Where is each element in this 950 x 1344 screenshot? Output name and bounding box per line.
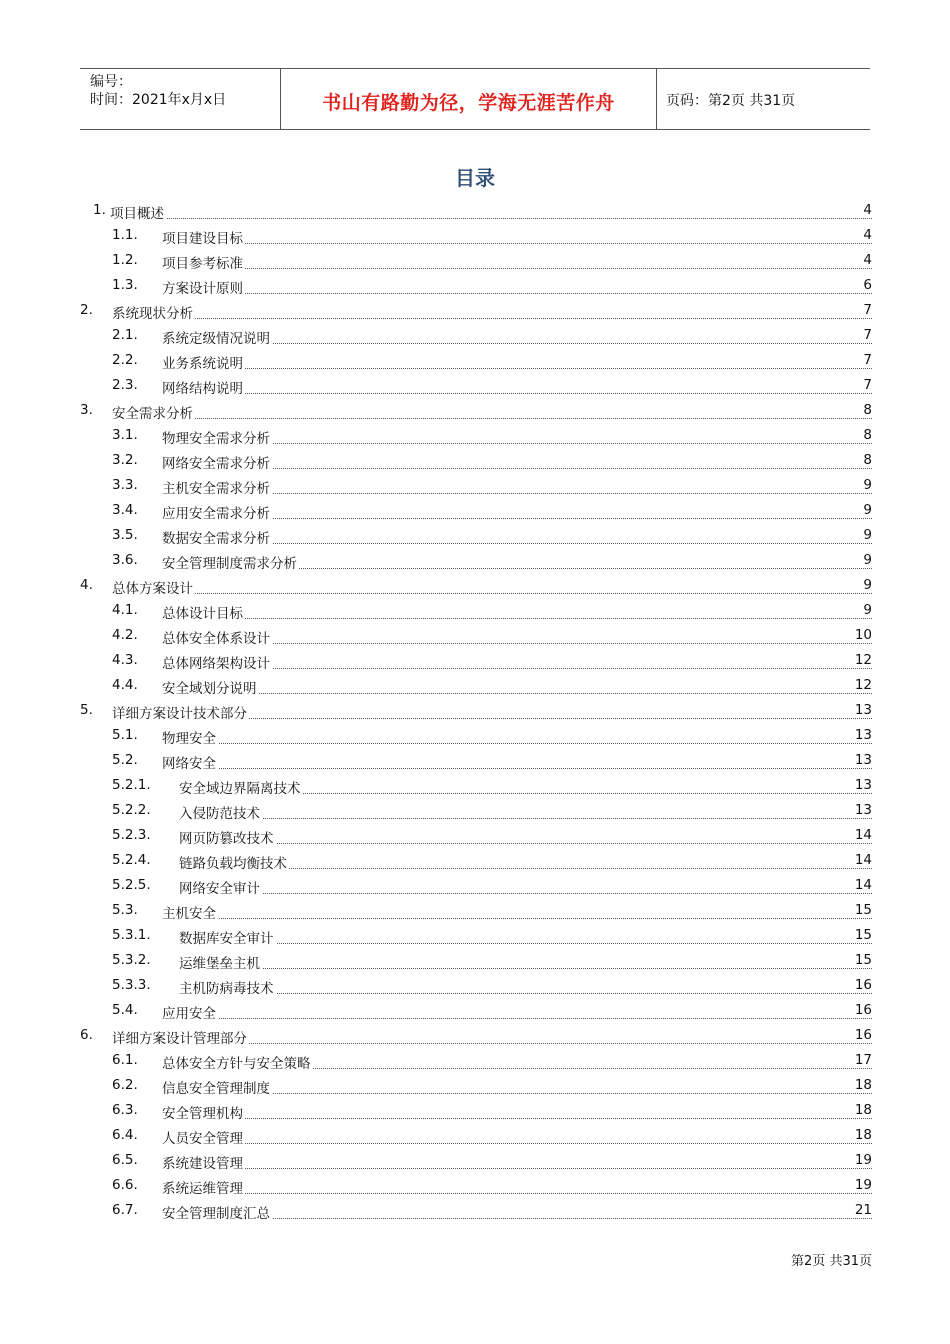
toc-entry[interactable] (0, 474, 950, 499)
toc-entry-page: 21 (854, 1202, 872, 1218)
toc-entry[interactable] (0, 1199, 950, 1224)
header-meta-cell (80, 69, 280, 129)
toc-entry-page: 9 (863, 527, 872, 543)
toc-entry-number: 1.1. (112, 227, 138, 243)
toc-entry-number: 3.4. (112, 502, 138, 518)
toc-leader-dots (112, 202, 872, 219)
toc-entry-page: 18 (854, 1077, 872, 1093)
header-motto: 书山有路勤为径，学海无涯苦作舟 (322, 92, 615, 114)
toc-entry-title: 网络安全审计 (179, 877, 262, 897)
toc-entry-title: 总体安全方针与安全策略 (162, 1052, 313, 1072)
page-title: 目录 (455, 166, 495, 190)
toc-entry[interactable] (0, 699, 950, 724)
toc-entry-page: 14 (854, 852, 872, 868)
toc-entry-title: 应用安全需求分析 (162, 502, 272, 522)
toc-entry-number: 6.2. (112, 1077, 138, 1093)
toc-entry-page: 9 (863, 477, 872, 493)
toc-entry-page: 15 (854, 902, 872, 918)
toc-entry-number: 5.2. (112, 752, 138, 768)
toc-entry[interactable] (0, 499, 950, 524)
toc-entry-page: 7 (863, 327, 872, 343)
toc-entry[interactable] (0, 299, 950, 324)
toc-leader-dots (162, 377, 872, 394)
toc-leader-dots (162, 1152, 872, 1169)
toc-entry-number: 6.1. (112, 1052, 138, 1068)
toc-entry[interactable] (0, 649, 950, 674)
toc-entry[interactable] (0, 999, 950, 1024)
toc-entry-number: 1.3. (112, 277, 138, 293)
toc-entry[interactable] (0, 524, 950, 549)
toc-entry-number: 5.4. (112, 1002, 138, 1018)
toc-entry-title: 物理安全需求分析 (162, 427, 272, 447)
toc-entry-page: 16 (854, 1002, 872, 1018)
toc-entry-page: 14 (854, 827, 872, 843)
toc-entry-title: 安全域划分说明 (162, 677, 259, 697)
toc-entry[interactable] (0, 574, 950, 599)
toc-entry-title: 系统定级情况说明 (162, 327, 272, 347)
header-page-cell (656, 69, 870, 129)
toc-entry-number: 3.5. (112, 527, 138, 543)
toc-entry-number: 3. (80, 402, 93, 418)
toc-entry-page: 19 (854, 1177, 872, 1193)
toc-leader-dots (162, 902, 872, 919)
toc-entry-title: 主机防病毒技术 (179, 977, 276, 997)
toc-entry-title: 安全管理制度汇总 (162, 1202, 272, 1222)
toc-entry-title: 系统运维管理 (162, 1177, 245, 1197)
toc-entry-title: 网络安全需求分析 (162, 452, 272, 472)
toc-leader-dots (112, 402, 872, 419)
toc-entry-page: 7 (863, 377, 872, 393)
toc-entry-page: 14 (854, 877, 872, 893)
toc-entry-number: 4.4. (112, 677, 138, 693)
toc-entry[interactable] (0, 874, 950, 899)
toc-entry-page: 13 (854, 777, 872, 793)
toc-entry-page: 13 (854, 702, 872, 718)
toc-entry-number: 6.3. (112, 1102, 138, 1118)
toc-entry[interactable] (0, 924, 950, 949)
toc-entry-title: 项目参考标准 (162, 252, 245, 272)
toc-entry[interactable] (0, 1149, 950, 1174)
toc-entry-number: 5.3.2. (112, 952, 151, 968)
toc-entry-number: 5.2.4. (112, 852, 151, 868)
toc-entry-title: 安全需求分析 (112, 402, 195, 422)
toc-entry[interactable] (0, 274, 950, 299)
toc-entry-title: 系统现状分析 (112, 302, 195, 322)
toc-entry-page: 15 (854, 927, 872, 943)
toc-entry-title: 人员安全管理 (162, 1127, 245, 1147)
toc-entry-title: 总体安全体系设计 (162, 627, 272, 647)
toc-entry-page: 9 (863, 502, 872, 518)
toc-entry-number: 2.3. (112, 377, 138, 393)
toc-entry-page: 16 (854, 977, 872, 993)
toc-entry[interactable] (0, 249, 950, 274)
header-page-label: 页码：第2页 共31页 (666, 93, 796, 109)
toc-entry-number: 5.3.3. (112, 977, 151, 993)
toc-entry[interactable] (0, 1049, 950, 1074)
toc-entry-title: 网页防篡改技术 (179, 827, 276, 847)
toc-entry-page: 18 (854, 1127, 872, 1143)
toc-leader-dots (179, 927, 872, 944)
toc-entry-number: 4.3. (112, 652, 138, 668)
toc-entry[interactable] (0, 549, 950, 574)
toc-entry-title: 详细方案设计技术部分 (112, 702, 249, 722)
toc-entry-title: 安全管理制度需求分析 (162, 552, 299, 572)
toc-entry[interactable] (0, 949, 950, 974)
toc-entry[interactable] (0, 1074, 950, 1099)
toc-entry-number: 5.2.3. (112, 827, 151, 843)
toc-entry-page: 15 (854, 952, 872, 968)
toc-entry-title: 网络结构说明 (162, 377, 245, 397)
toc-entry-title: 系统建设管理 (162, 1152, 245, 1172)
toc-entry-page: 16 (854, 1027, 872, 1043)
doc-number-label: 编号： (90, 74, 132, 90)
toc-entry[interactable] (0, 799, 950, 824)
toc-leader-dots (162, 677, 872, 694)
toc-entry-number: 4.2. (112, 627, 138, 643)
toc-entry-title: 总体网络架构设计 (162, 652, 272, 672)
toc-entry-page: 13 (854, 802, 872, 818)
toc-entry-title: 安全域边界隔离技术 (179, 777, 303, 797)
toc-leader-dots (162, 252, 872, 269)
toc-leader-dots (162, 727, 872, 744)
toc-entry-page: 12 (854, 677, 872, 693)
toc-entry-title: 数据安全需求分析 (162, 527, 272, 547)
toc-entry-page: 6 (863, 277, 872, 293)
toc-entry-number: 3.6. (112, 552, 138, 568)
toc-leader-dots (179, 977, 872, 994)
toc-entry-number: 3.1. (112, 427, 138, 443)
toc-entry-number: 6.4. (112, 1127, 138, 1143)
toc-entry[interactable] (0, 449, 950, 474)
toc-entry[interactable] (0, 324, 950, 349)
toc-entry-number: 6.6. (112, 1177, 138, 1193)
toc-entry-number: 6.5. (112, 1152, 138, 1168)
toc-entry-title: 物理安全 (162, 727, 218, 747)
toc-entry-title: 网络安全 (162, 752, 218, 772)
page-footer: 第2页 共31页 (791, 1254, 872, 1269)
toc-entry-page: 4 (863, 252, 872, 268)
toc-leader-dots (162, 752, 872, 769)
toc-entry-number: 1. (93, 202, 106, 218)
toc-entry-page: 9 (863, 577, 872, 593)
toc-entry-title: 信息安全管理制度 (162, 1077, 272, 1097)
toc-entry-number: 1.2. (112, 252, 138, 268)
toc-entry[interactable] (0, 424, 950, 449)
toc-leader-dots (162, 352, 872, 369)
toc-entry-page: 19 (854, 1152, 872, 1168)
toc-entry-number: 3.3. (112, 477, 138, 493)
toc-leader-dots (112, 577, 872, 594)
toc-entry[interactable] (0, 224, 950, 249)
toc-entry-title: 业务系统说明 (162, 352, 245, 372)
toc-leader-dots (112, 302, 872, 319)
toc-leader-dots (162, 1002, 872, 1019)
toc-leader-dots (179, 877, 872, 894)
toc-entry-page: 7 (863, 352, 872, 368)
toc-entry-number: 5.1. (112, 727, 138, 743)
toc-entry-page: 8 (863, 452, 872, 468)
toc-entry-number: 4.1. (112, 602, 138, 618)
toc-entry[interactable] (0, 1174, 950, 1199)
toc-entry-number: 5.2.5. (112, 877, 151, 893)
toc-entry-title: 总体方案设计 (112, 577, 195, 597)
toc-entry[interactable] (0, 374, 950, 399)
toc-entry-page: 4 (863, 227, 872, 243)
toc-entry[interactable] (0, 674, 950, 699)
toc-entry[interactable] (0, 749, 950, 774)
doc-time-label: 时间：2021年x月x日 (90, 92, 227, 108)
toc-entry-title: 应用安全 (162, 1002, 218, 1022)
toc-entry-page: 4 (863, 202, 872, 218)
toc-entry-title: 项目概述 (110, 202, 166, 222)
toc-entry[interactable] (0, 774, 950, 799)
toc-leader-dots (179, 952, 872, 969)
toc-entry-title: 链路负载均衡技术 (179, 852, 289, 872)
toc-entry[interactable] (0, 399, 950, 424)
toc-entry[interactable] (0, 349, 950, 374)
toc-entry-page: 13 (854, 752, 872, 768)
toc-leader-dots (179, 827, 872, 844)
toc-entry[interactable] (0, 1124, 950, 1149)
toc-entry-page: 9 (863, 602, 872, 618)
toc-entry-page: 8 (863, 402, 872, 418)
toc-entry-number: 6. (80, 1027, 93, 1043)
toc-entry-number: 5. (80, 702, 93, 718)
toc-leader-dots (162, 277, 872, 294)
toc-entry-number: 5.3.1. (112, 927, 151, 943)
toc-entry[interactable] (0, 1099, 950, 1124)
toc-entry-title: 数据库安全审计 (179, 927, 276, 947)
toc-entry-title: 主机安全需求分析 (162, 477, 272, 497)
toc-entry-number: 2.1. (112, 327, 138, 343)
toc-entry-page: 8 (863, 427, 872, 443)
toc-entry[interactable] (0, 1024, 950, 1049)
toc-entry-title: 总体设计目标 (162, 602, 245, 622)
toc-leader-dots (162, 1102, 872, 1119)
toc-entry-number: 2. (80, 302, 93, 318)
toc-entry-page: 13 (854, 727, 872, 743)
toc-entry[interactable] (0, 624, 950, 649)
toc-leader-dots (162, 227, 872, 244)
toc-leader-dots (179, 802, 872, 819)
toc-leader-dots (162, 602, 872, 619)
toc-entry-number: 2.2. (112, 352, 138, 368)
toc-entry-page: 9 (863, 552, 872, 568)
toc-entry-title: 入侵防范技术 (179, 802, 262, 822)
toc-entry-title: 运维堡垒主机 (179, 952, 262, 972)
toc-entry[interactable] (0, 199, 950, 224)
header-motto-cell (280, 69, 657, 129)
toc-entry[interactable] (0, 974, 950, 999)
toc-entry-page: 7 (863, 302, 872, 318)
toc-leader-dots (162, 1177, 872, 1194)
toc-entry-number: 5.2.1. (112, 777, 151, 793)
toc-entry-number: 5.2.2. (112, 802, 151, 818)
toc-entry-title: 项目建设目标 (162, 227, 245, 247)
toc-entry-title: 详细方案设计管理部分 (112, 1027, 249, 1047)
toc-entry-page: 18 (854, 1102, 872, 1118)
toc-entry-page: 12 (854, 652, 872, 668)
toc-entry[interactable] (0, 724, 950, 749)
toc-entry-title: 方案设计原则 (162, 277, 245, 297)
toc-entry-page: 17 (854, 1052, 872, 1068)
toc-entry-number: 6.7. (112, 1202, 138, 1218)
toc-entry[interactable] (0, 599, 950, 624)
toc-entry-number: 5.3. (112, 902, 138, 918)
toc-entry[interactable] (0, 899, 950, 924)
toc-entry-number: 3.2. (112, 452, 138, 468)
toc-entry-number: 4. (80, 577, 93, 593)
toc-entry[interactable] (0, 824, 950, 849)
toc-entry-title: 主机安全 (162, 902, 218, 922)
toc-entry[interactable] (0, 849, 950, 874)
toc-leader-dots (162, 1127, 872, 1144)
document-header (80, 68, 870, 130)
toc-entry-title: 安全管理机构 (162, 1102, 245, 1122)
toc-entry-page: 10 (854, 627, 872, 643)
